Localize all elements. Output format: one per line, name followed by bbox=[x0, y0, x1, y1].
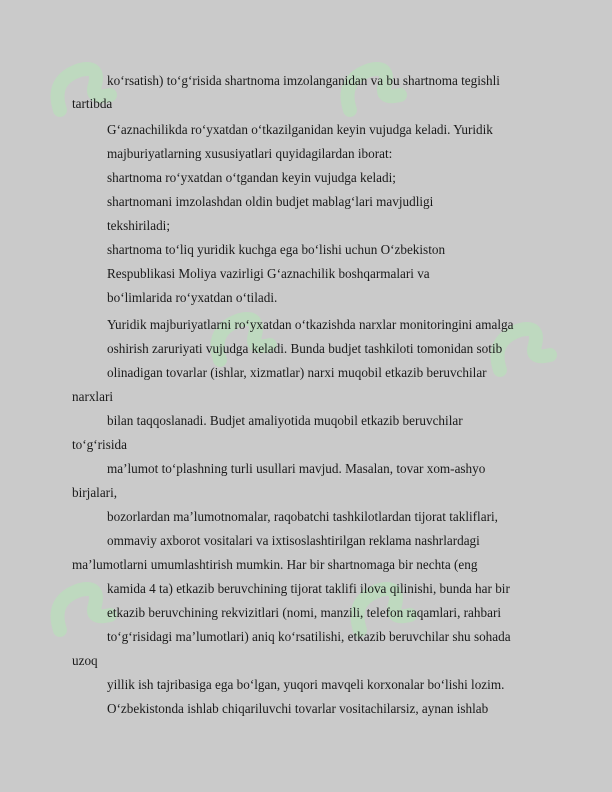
text-line: narxlari bbox=[72, 389, 114, 404]
text-line: olinadigan tovarlar (ishlar, xizmatlar) narxi muqobil etkazib beruvchilar bbox=[107, 365, 487, 380]
text-line: Respublikasi Moliya vazirligi G‘aznachilik boshqarmalari va bbox=[107, 266, 430, 281]
text-line: shartnoma ro‘yxatdan o‘tgandan keyin vujudga keladi; bbox=[107, 170, 396, 185]
text-line: etkazib beruvchining rekvizitlari (nomi, manzili, telefon raqamlari, rahbari bbox=[107, 605, 502, 620]
text-line: ommaviy axborot vositalari va ixtisoslashtirilgan reklama nashrlardagi bbox=[107, 533, 480, 548]
text-line: shartnoma to‘liq yuridik kuchga ega bo‘lishi uchun O‘zbekiston bbox=[107, 242, 446, 257]
text-line: ma’lumotlarni umumlashtirish mumkin. Har bir shartnomaga bir nechta (eng bbox=[72, 557, 478, 572]
text-line: O‘zbekistonda ishlab chiqariluvchi tovarlar vositachilarsiz, aynan ishlab bbox=[107, 701, 489, 716]
text-line: majburiyatlarning xususiyatlari quyidagilardan iborat: bbox=[107, 146, 393, 161]
text-line: ma’lumot to‘plashning turli usullari mavjud. Masalan, tovar xom-ashyo bbox=[107, 461, 486, 476]
text-line: bozorlardan ma’lumotnomalar, raqobatchi tashkilotlardan tijorat takliflari, bbox=[107, 509, 498, 524]
text-line: uzoq bbox=[72, 653, 98, 668]
text-line: G‘aznachilikda ro‘yxatdan o‘tkazilganidan keyin vujudga keladi. Yuridik bbox=[107, 122, 493, 137]
text-line: tekshiriladi; bbox=[107, 218, 170, 233]
text-line: to‘g‘risidagi ma’lumotlari) aniq ko‘rsatilishi, etkazib beruvchilar shu sohada bbox=[107, 629, 511, 644]
text-line: bo‘limlarida ro‘yxatdan o‘tiladi. bbox=[107, 290, 278, 305]
text-line: bilan taqqoslanadi. Budjet amaliyotida muqobil etkazib beruvchilar bbox=[107, 413, 463, 428]
text-line: to‘g‘risida bbox=[72, 437, 127, 452]
text-line: tartibda bbox=[72, 96, 113, 111]
text-line: Yuridik majburiyatlarni ro‘yxatdan o‘tkazishda narxlar monitoringini amalga bbox=[107, 317, 514, 332]
text-line: shartnomani imzolashdan oldin budjet mablag‘lari mavjudligi bbox=[107, 194, 434, 209]
text-line: yillik ish tajribasiga ega bo‘lgan, yuqori mavqeli korxonalar bo‘lishi lozim. bbox=[107, 677, 505, 692]
text-line: birjalari, bbox=[72, 485, 118, 500]
text-line: ko‘rsatish) to‘g‘risida shartnoma imzolanganidan va bu shartnoma tegishli bbox=[107, 73, 500, 88]
text-line: oshirish zaruriyati vujudga keladi. Bunda budjet tashkiloti tomonidan sotib bbox=[107, 341, 503, 356]
text-line: kamida 4 ta) etkazib beruvchining tijorat taklifi ilova qilinishi, bunda har bir bbox=[107, 581, 510, 596]
